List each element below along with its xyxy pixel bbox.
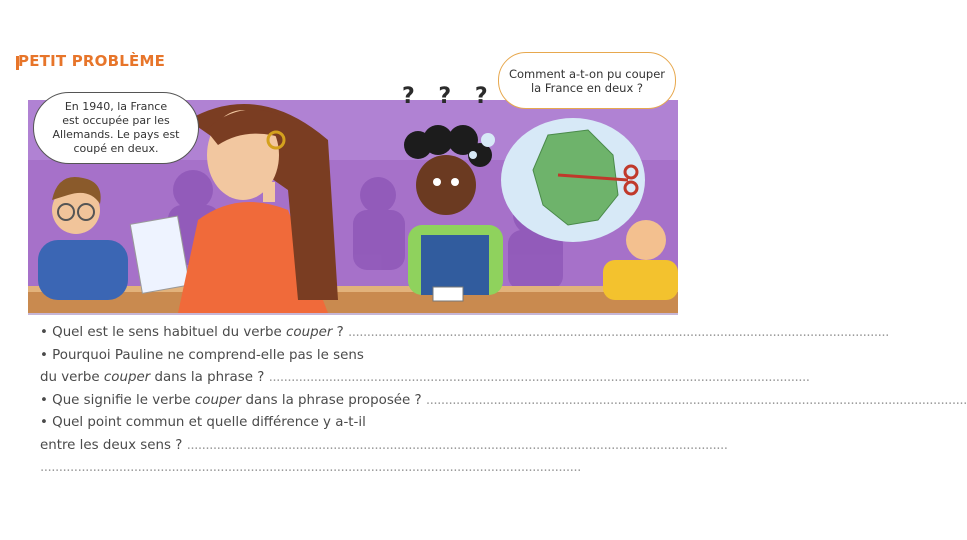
question-2 bbox=[40, 345, 710, 368]
bubble-right-line: la France en deux ? bbox=[530, 80, 644, 95]
question-text: • Pourquoi Pauline ne comprend-elle pas le sens bbox=[40, 347, 364, 363]
section-title: PETIT PROBLÈME bbox=[18, 52, 166, 70]
question-list bbox=[40, 322, 967, 480]
question-text: • Quel est le sens habituel du verbe bbox=[40, 325, 287, 340]
question-2-cont bbox=[40, 367, 810, 390]
bubble-right-line: Comment a-t-on pu couper bbox=[508, 66, 666, 81]
bubble-left-line: Allemands. Le pays est bbox=[52, 128, 180, 141]
question-marks: ? ? ? bbox=[402, 84, 496, 109]
answer-line[interactable]: ................................................................................................................................................ bbox=[40, 460, 581, 475]
answer-line[interactable]: ................................................................................................................................................ bbox=[268, 370, 810, 385]
bubble-left-line: est occupée par les bbox=[62, 114, 170, 127]
answer-line[interactable]: ................................................................................................................................................ bbox=[425, 392, 967, 408]
question-verb: couper bbox=[286, 325, 333, 340]
speech-bubble-right bbox=[498, 52, 676, 109]
question-text: ? bbox=[332, 325, 344, 340]
answer-line[interactable]: ................................................................................................................................................ bbox=[347, 325, 889, 340]
question-4-cont bbox=[40, 435, 728, 458]
speech-bubble-left bbox=[33, 92, 199, 164]
question-verb: couper bbox=[194, 392, 242, 408]
extra-answer-line bbox=[40, 457, 710, 480]
answer-line[interactable]: ................................................................................................................................................ bbox=[186, 437, 728, 453]
question-text: • Quel point commun et quelle différence y a-t-il bbox=[40, 415, 366, 430]
question-text: • Que signifie le verbe bbox=[40, 392, 195, 408]
question-text: dans la phrase ? bbox=[150, 370, 265, 385]
question-3 bbox=[40, 390, 967, 413]
question-text: entre les deux sens ? bbox=[40, 437, 183, 453]
question-verb: couper bbox=[103, 370, 151, 385]
bubble-left-line: En 1940, la France bbox=[64, 100, 168, 113]
question-text: du verbe bbox=[40, 370, 104, 385]
question-1 bbox=[40, 322, 889, 345]
bubble-left-line: coupé en deux. bbox=[73, 142, 159, 155]
question-4 bbox=[40, 412, 710, 435]
question-text: dans la phrase proposée ? bbox=[241, 392, 422, 408]
